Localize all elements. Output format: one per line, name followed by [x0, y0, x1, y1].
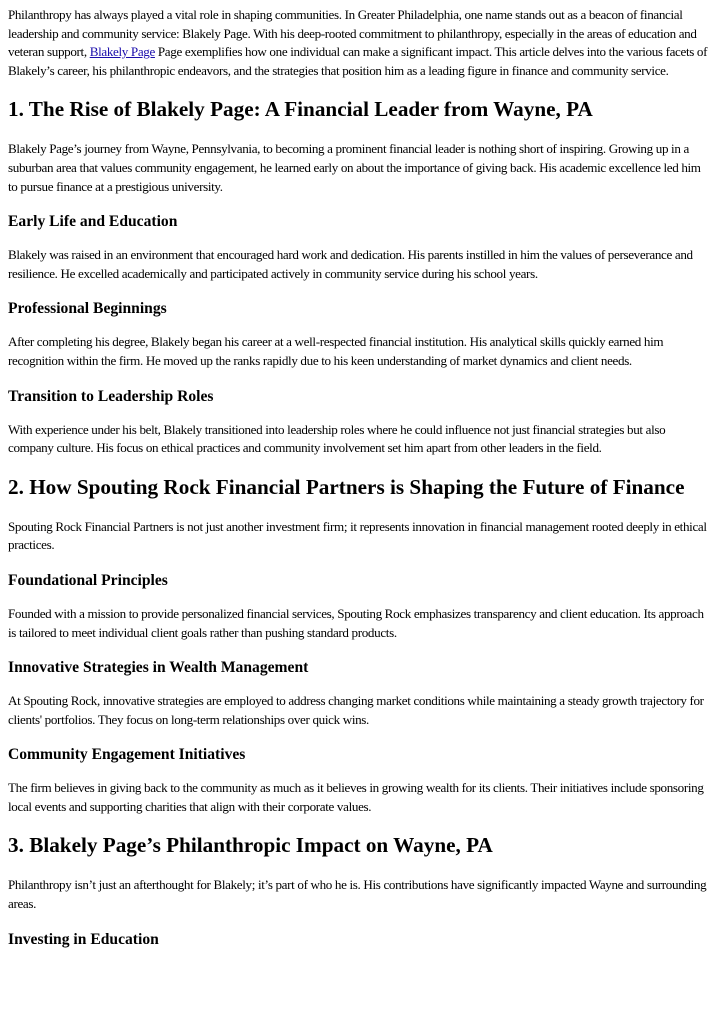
professional-beginnings-paragraph: After completing his degree, Blakely began his career at a well-respected financial institution. His analytical skills quickly earned him recognition within the firm. He moved up the ranks rapidly due to his keen understanding of market dynamics and client needs. [8, 334, 664, 368]
investing-in-education-heading: Investing in Education [8, 930, 159, 948]
foundational-principles-heading: Foundational Principles [8, 571, 168, 589]
section-2-heading: 2. How Spouting Rock Financial Partners is Shaping the Future of Finance [8, 474, 685, 499]
innovative-strategies-heading: Innovative Strategies in Wealth Management [8, 659, 309, 677]
intro-paragraph [8, 6, 712, 80]
blakely-page-link[interactable]: Blakely Page [89, 44, 155, 60]
section-2-paragraph: Spouting Rock Financial Partners is not just another investment firm; it represents innovation in financial management rooted deeply in ethical practices. [8, 518, 707, 553]
foundational-principles-paragraph: Founded with a mission to provide personalized financial services, Spouting Rock emphasizes transparency and client education. Its approach is tailored to meet individual client goals rather than pushing standard products. [8, 605, 704, 640]
section-1-paragraph: Blakely Page’s journey from Wayne, Pennsylvania, to becoming a prominent financial leader is nothing short of inspiring. Growing up in a suburban area that values community engagement, he learned early on about the importance of giving back. His academic excellence led him to pursue finance at a prestigious university. [8, 141, 701, 194]
leadership-roles-heading: Transition to Leadership Roles [8, 387, 214, 405]
intro-text-end: Page exemplifies how one individual can make a significant impact. This article delves into the various facets of Blakely’s career, his philanthropic endeavors, and the strategies that position him as a leading figure in finance and community service. [8, 44, 708, 78]
section-1-heading: 1. The Rise of Blakely Page: A Financial Leader from Wayne, PA [8, 97, 593, 122]
leadership-roles-paragraph: With experience under his belt, Blakely transitioned into leadership roles where he could influence not just financial strategies but also company culture. His focus on ethical practices and community involvement set him apart from other leaders in the field. [8, 421, 666, 456]
intro-text-start: Philanthropy has always played a vital role in shaping communities. In Greater Philadelphia, one name stands out as a beacon of financial leadership and community service: Blakely Page. With his deep-rooted commitment to philanthropy, especially in the areas of education and veteran support, [8, 7, 697, 60]
section-3-paragraph: Philanthropy isn’t just an afterthought for Blakely; it’s part of who he is. His contributions have significantly impacted Wayne and surrounding areas. [8, 877, 707, 912]
early-life-paragraph: Blakely was raised in an environment that encouraged hard work and dedication. His parents instilled in him the values of perseverance and resilience. He excelled academically and participated actively in community service during his school years. [8, 247, 693, 281]
innovative-strategies-paragraph: At Spouting Rock, innovative strategies are employed to address changing market conditions while maintaining a steady growth trajectory for clients' portfolios. They focus on long-term relationships over quick wins. [8, 693, 704, 727]
professional-beginnings-heading: Professional Beginnings [8, 300, 167, 318]
section-3-heading: 3. Blakely Page’s Philanthropic Impact on Wayne, PA [8, 833, 493, 858]
community-engagement-heading: Community Engagement Initiatives [8, 746, 246, 764]
early-life-heading: Early Life and Education [8, 213, 178, 231]
community-engagement-paragraph: The firm believes in giving back to the community as much as it believes in growing wealth for its clients. Their initiatives include sponsoring local events and supporting charities that align with their corporate values. [8, 780, 704, 814]
